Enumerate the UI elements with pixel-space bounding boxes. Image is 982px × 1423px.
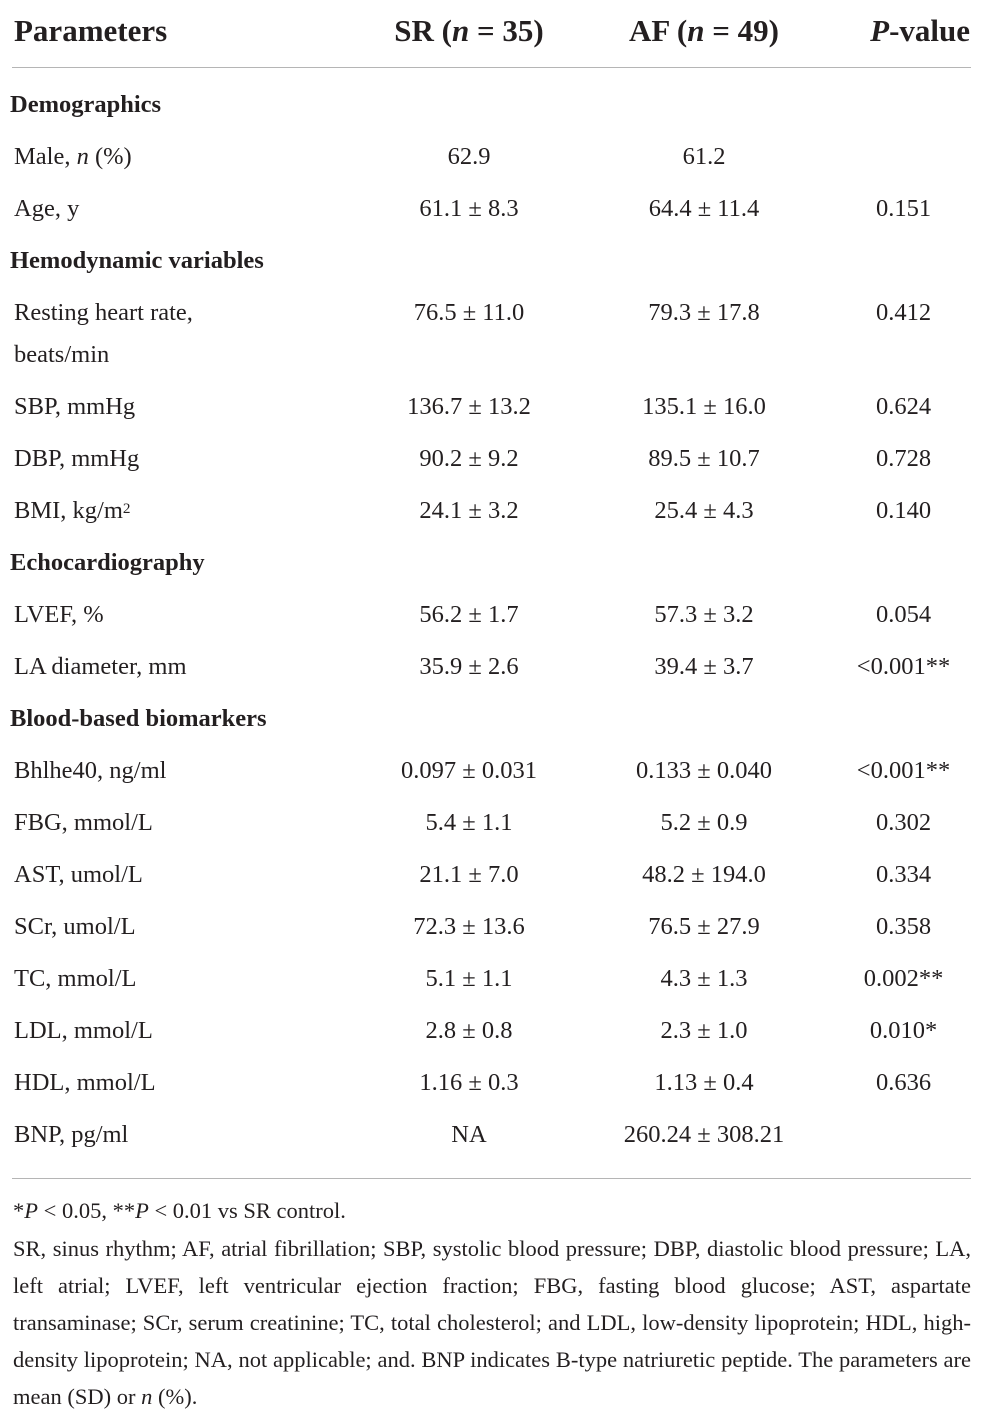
param-cell: Male, n (%) [14, 143, 132, 170]
af-cell: 48.2 ± 194.0 [642, 861, 766, 888]
sr-cell: 90.2 ± 9.2 [419, 445, 519, 472]
table-row [0, 594, 982, 646]
sr-cell: 136.7 ± 13.2 [407, 393, 531, 420]
sr-cell: 24.1 ± 3.2 [419, 497, 519, 524]
sr-cell: 0.097 ± 0.031 [401, 757, 537, 784]
af-cell: 260.24 ± 308.21 [623, 1121, 785, 1148]
table-row [0, 1114, 982, 1166]
table-row [0, 438, 982, 490]
footnote-significance: *P < 0.05, **P < 0.01 vs SR control. [13, 1198, 346, 1223]
pvalue-cell: <0.001** [856, 653, 951, 680]
sr-cell: 56.2 ± 1.7 [419, 601, 519, 628]
table-row [0, 1062, 982, 1114]
param-cell: SCr, umol/L [14, 913, 136, 940]
header-sr: SR (n = 35) [394, 12, 544, 48]
table-row [0, 854, 982, 906]
af-cell: 25.4 ± 4.3 [654, 497, 754, 524]
pvalue-cell [825, 1114, 982, 1166]
table-row [0, 188, 982, 240]
sr-cell: 35.9 ± 2.6 [419, 653, 519, 680]
param-cell: LDL, mmol/L [14, 1017, 153, 1044]
pvalue-cell: 0.624 [875, 393, 932, 420]
table-row [0, 292, 982, 386]
param-cell: BNP, pg/ml [14, 1121, 129, 1148]
af-cell: 2.3 ± 1.0 [660, 1017, 748, 1044]
sr-cell: 61.1 ± 8.3 [419, 195, 519, 222]
pvalue-cell: 0.358 [875, 913, 932, 940]
pvalue-cell: 0.412 [875, 299, 932, 326]
param-cell: LVEF, % [14, 601, 104, 628]
param-cell: LA diameter, mm [14, 653, 187, 680]
param-cell: HDL, mmol/L [14, 1069, 156, 1096]
af-cell: 1.13 ± 0.4 [654, 1069, 754, 1096]
af-cell: 0.133 ± 0.040 [636, 757, 772, 784]
header-parameters: Parameters [14, 12, 168, 48]
af-cell: 135.1 ± 16.0 [642, 393, 766, 420]
table-row [0, 490, 982, 542]
af-cell: 39.4 ± 3.7 [654, 653, 754, 680]
table-row [0, 958, 982, 1010]
af-cell: 76.5 ± 27.9 [648, 913, 760, 940]
af-cell: 64.4 ± 11.4 [648, 195, 760, 222]
param-cell: BMI, $kg/m^2$ [14, 497, 131, 524]
pvalue-cell: 0.054 [875, 601, 932, 628]
af-cell: 89.5 ± 10.7 [648, 445, 760, 472]
pvalue-cell: 0.636 [875, 1069, 932, 1096]
param-cell: Resting heart rate, beats/min [14, 299, 193, 368]
table-row [0, 906, 982, 958]
pvalue-cell [825, 136, 982, 188]
table-row [0, 136, 982, 188]
sr-cell: 21.1 ± 7.0 [419, 861, 519, 888]
pvalue-cell: 0.302 [875, 809, 932, 836]
pvalue-cell: 0.010* [869, 1017, 938, 1044]
param-cell: AST, umol/L [14, 861, 143, 888]
header-pvalue: P-value [870, 12, 970, 48]
table-row [0, 386, 982, 438]
sr-cell: 1.16 ± 0.3 [419, 1069, 519, 1096]
table-row [0, 646, 982, 698]
pvalue-cell: <0.001** [856, 757, 951, 784]
sr-cell: 5.1 ± 1.1 [425, 965, 513, 992]
sr-cell: 76.5 ± 11.0 [413, 299, 525, 326]
pvalue-cell: 0.151 [875, 195, 932, 222]
af-cell: 57.3 ± 3.2 [654, 601, 754, 628]
param-cell: FBG, mmol/L [14, 809, 153, 836]
param-cell: SBP, mmHg [14, 393, 136, 420]
sr-cell: 72.3 ± 13.6 [413, 913, 525, 940]
sr-cell: 2.8 ± 0.8 [425, 1017, 513, 1044]
pvalue-cell: 0.140 [875, 497, 932, 524]
table-row [0, 750, 982, 802]
pvalue-cell: 0.002** [863, 965, 944, 992]
section-blood-biomarkers: Blood-based biomarkers [10, 705, 267, 732]
pvalue-cell: 0.334 [875, 861, 932, 888]
sr-cell: 5.4 ± 1.1 [425, 809, 513, 836]
table-row [0, 1010, 982, 1062]
sr-cell: NA [451, 1121, 487, 1148]
af-cell: 61.2 [682, 143, 726, 170]
af-cell: 4.3 ± 1.3 [660, 965, 748, 992]
sr-cell: 62.9 [447, 143, 491, 170]
section-echocardiography: Echocardiography [10, 549, 205, 576]
pvalue-cell: 0.728 [875, 445, 932, 472]
header-af: AF (n = 49) [629, 12, 779, 48]
param-cell: TC, mmol/L [14, 965, 137, 992]
footnote-abbreviations: SR, sinus rhythm; AF, atrial fibrillation; SBP, systolic blood pressure; DBP, diastolic blood pressure; LA, left atrial; LVEF, left ventricular ejection fraction; FBG, fasting blood glucose; AST, aspartate transaminase; SCr, serum creatinine; TC, total cholesterol; and LDL, low-density lipoprotein; HDL, high-density lipoprotein; NA, not applicable; and. BNP indicates B-type natriuretic peptide. The parameters are mean (SD) or n (%). [13, 1236, 971, 1409]
header-row [0, 0, 982, 60]
param-cell: Age, y [14, 195, 80, 222]
section-demographics: Demographics [10, 91, 162, 118]
af-cell: 5.2 ± 0.9 [660, 809, 748, 836]
af-cell: 79.3 ± 17.8 [648, 299, 760, 326]
table-row [0, 802, 982, 854]
param-cell: DBP, mmHg [14, 445, 140, 472]
header-divider [12, 67, 971, 68]
param-cell: Bhlhe40, ng/ml [14, 757, 167, 784]
section-hemodynamic: Hemodynamic variables [10, 247, 264, 274]
table-bottom-divider [12, 1178, 971, 1179]
